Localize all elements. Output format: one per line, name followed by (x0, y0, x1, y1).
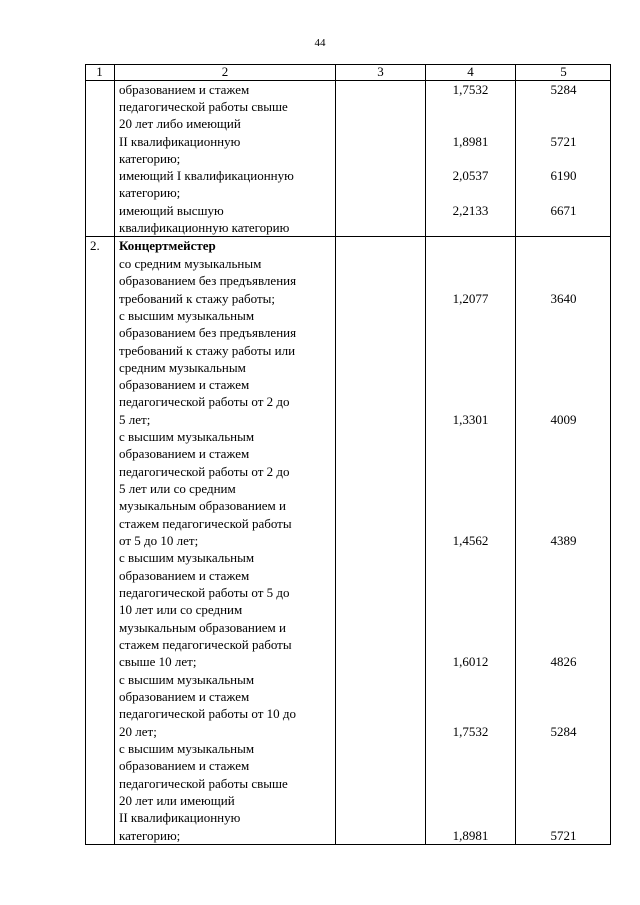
row-text-line: образованием и стажем (119, 377, 250, 392)
row-text-line: со средним музыкальным (119, 256, 262, 271)
salary-value: 4389 (550, 533, 577, 548)
row-text-line: образованием и стажем (119, 758, 250, 773)
row-title: Концертмейстер (119, 238, 216, 253)
row-text-line: педагогической работы от 2 до (119, 464, 290, 479)
row-text-line: II квалификационную (119, 810, 241, 825)
row-text-line: II квалификационную (119, 134, 241, 149)
header-cell: 4 (467, 64, 474, 79)
row-text-line: педагогической работы от 2 до (119, 394, 290, 409)
row-text-line: категорию; (119, 828, 181, 843)
row-text-line: педагогической работы от 5 до (119, 585, 290, 600)
row-text-line: образованием и стажем (119, 446, 250, 461)
row-text-line: образованием без предъявления (119, 273, 297, 288)
row-text-line: образованием без предъявления (119, 325, 297, 340)
row-text-line: имеющий I квалификационную (119, 168, 294, 183)
salary-value: 6671 (550, 203, 577, 218)
row-number: 2. (90, 238, 100, 253)
row-text-line: музыкальным образованием и (119, 498, 286, 513)
row-text-line: требований к стажу работы; (119, 291, 275, 306)
salary-value: 3640 (550, 291, 577, 306)
row-text-line: требований к стажу работы или (119, 343, 296, 358)
header-cell: 3 (377, 64, 384, 79)
header-cell: 5 (560, 64, 567, 79)
row-text-line: 20 лет; (119, 724, 157, 739)
coefficient-value: 1,2077 (452, 291, 489, 306)
row-text-line: с высшим музыкальным (119, 429, 255, 444)
row-text-line: педагогической работы свыше (119, 776, 288, 791)
salary-value: 5721 (550, 828, 577, 843)
column-divider (114, 64, 115, 845)
row-text-line: с высшим музыкальным (119, 741, 255, 756)
row-text-line: 10 лет или со средним (119, 602, 243, 617)
row-text-line: средним музыкальным (119, 360, 246, 375)
coefficient-value: 1,4562 (452, 533, 489, 548)
coefficient-value: 1,7532 (452, 724, 489, 739)
salary-value: 5284 (550, 82, 577, 97)
coefficient-value: 1,8981 (452, 828, 489, 843)
row-text-line: категорию; (119, 151, 181, 166)
row-text-line: категорию; (119, 185, 181, 200)
coefficient-value: 2,2133 (452, 203, 489, 218)
header-cell: 2 (221, 64, 229, 79)
column-divider (335, 64, 336, 845)
row-text-line: с высшим музыкальным (119, 672, 255, 687)
row-text-line: с высшим музыкальным (119, 308, 255, 323)
coefficient-value: 1,7532 (452, 82, 489, 97)
coefficient-value: 1,3301 (452, 412, 489, 427)
salary-value: 4009 (550, 412, 577, 427)
row-text-line: 5 лет или со средним (119, 481, 236, 496)
salary-value: 6190 (550, 168, 577, 183)
salary-value: 5284 (550, 724, 577, 739)
row-text-line: 5 лет; (119, 412, 151, 427)
salary-value: 5721 (550, 134, 577, 149)
row-text-line: педагогической работы от 10 до (119, 706, 297, 721)
row-text-line: 20 лет или имеющий (119, 793, 235, 808)
row-text-line: образованием и стажем (119, 82, 250, 97)
row-text-line: с высшим музыкальным (119, 550, 255, 565)
coefficient-value: 1,8981 (452, 134, 489, 149)
coefficient-value: 1,6012 (452, 654, 489, 669)
salary-value: 4826 (550, 654, 577, 669)
page-number: 44 (314, 37, 326, 49)
row-text-line: свыше 10 лет; (119, 654, 197, 669)
row-text-line: образованием и стажем (119, 689, 250, 704)
header-cell: 1 (96, 64, 103, 79)
row-text-line: от 5 до 10 лет; (119, 533, 199, 548)
row-text-line: музыкальным образованием и (119, 620, 286, 635)
coefficient-value: 2,0537 (452, 168, 489, 183)
row-text-line: образованием и стажем (119, 568, 250, 583)
row-text-line: стажем педагогической работы (119, 516, 292, 531)
row-text-line: стажем педагогической работы (119, 637, 292, 652)
row-text-line: имеющий высшую (119, 203, 224, 218)
row-text-line: 20 лет либо имеющий (119, 116, 241, 131)
row-text-line: педагогической работы свыше (119, 99, 288, 114)
row-text-line: квалификационную категорию (119, 220, 290, 235)
